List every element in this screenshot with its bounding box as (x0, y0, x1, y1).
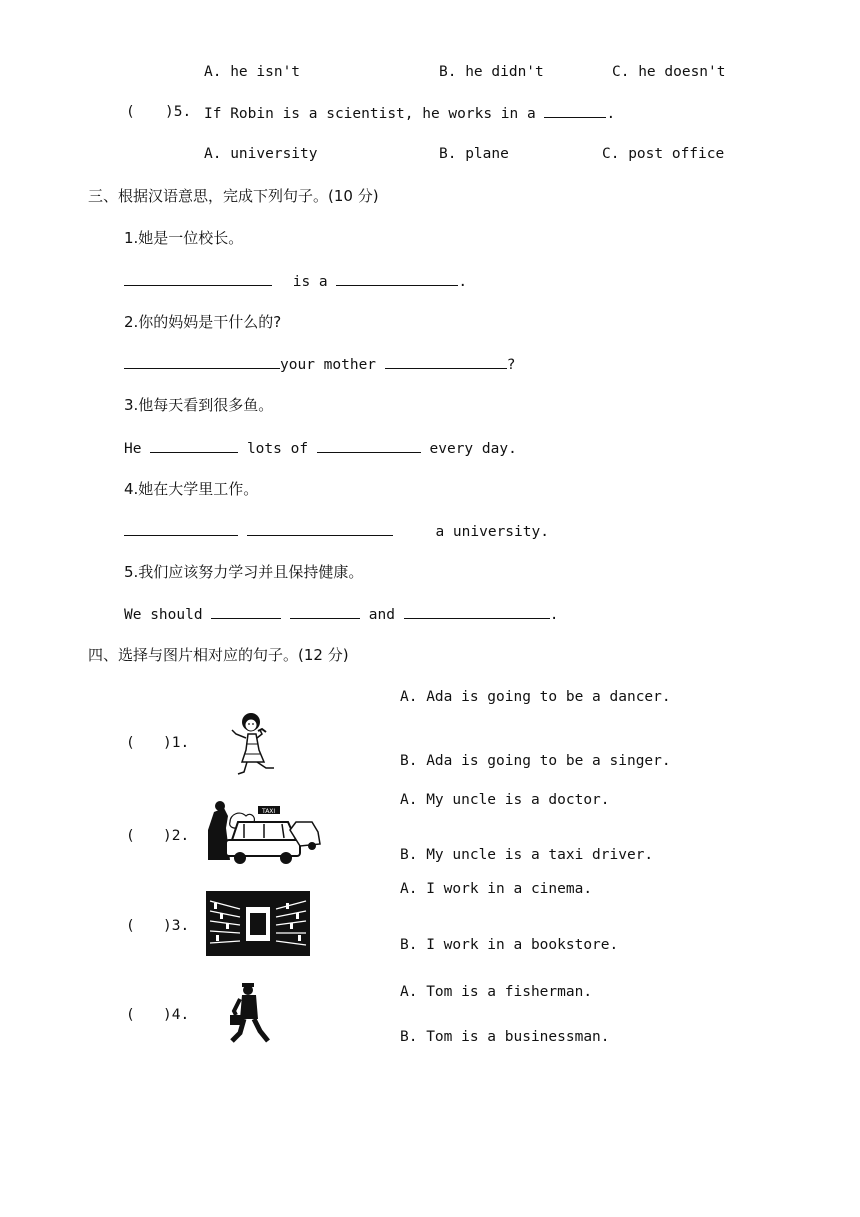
s3-item3-english (124, 438, 517, 458)
q5-option-b: B. plane (439, 146, 509, 162)
s4-item1-option-b: B. Ada is going to be a singer. (400, 753, 671, 769)
s3-item5-blank3[interactable] (404, 604, 550, 619)
s3-item2-chinese: 2.你的妈妈是干什么的? (124, 313, 282, 331)
s3-item5-text1: We should (124, 607, 203, 623)
q4-option-b: B. he didn't (439, 64, 544, 80)
s3-item2-text2: ? (506, 357, 516, 373)
s3-item2-english (124, 354, 516, 374)
s4-item2-option-a: A. My uncle is a doctor. (400, 792, 610, 808)
s3-item1-text2: . (458, 274, 468, 290)
q4-option-c: C. he doesn't (612, 64, 726, 80)
svg-text:TAXI: TAXI (262, 808, 276, 815)
s3-item2-text1: your mother (280, 357, 377, 373)
s4-item4-option-a: A. Tom is a fisherman. (400, 984, 593, 1000)
q5-text: If Robin is a scientist, he works in a (204, 106, 536, 122)
taxi-icon (204, 800, 322, 866)
s3-item4-text1: a university. (435, 524, 549, 540)
s4-item4-number: )4. (163, 1007, 190, 1023)
s4-item4-paren: ( (126, 1007, 135, 1023)
s3-item1-english (124, 271, 467, 291)
q4-option-a: A. he isn't (204, 64, 301, 80)
s3-item3-blank2[interactable] (317, 438, 421, 453)
s3-item5-blank2[interactable] (290, 604, 360, 619)
s3-item2-blank1[interactable] (124, 354, 280, 369)
singer-girl-icon (226, 710, 282, 776)
s3-item3-text1: He (124, 441, 142, 457)
s4-item1-number: )1. (163, 735, 190, 751)
s4-item1-option-a: A. Ada is going to be a dancer. (400, 689, 671, 705)
s4-item2-number: )2. (163, 828, 190, 844)
s3-item1-blank1[interactable] (124, 271, 272, 286)
s4-item2-option-b: B. My uncle is a taxi driver. (400, 847, 654, 863)
s3-item5-chinese: 5.我们应该努力学习并且保持健康。 (124, 563, 364, 581)
s3-item5-english (124, 604, 558, 624)
s4-item3-option-b: B. I work in a bookstore. (400, 937, 619, 953)
s4-item1-paren: ( (126, 735, 135, 751)
s3-item4-chinese: 4.她在大学里工作。 (124, 480, 259, 498)
q5-stem (204, 103, 615, 123)
businessman-icon (228, 977, 272, 1045)
s4-item3-number: )3. (163, 918, 190, 934)
q5-option-a: A. university (204, 146, 318, 162)
s3-item3-blank1[interactable] (150, 438, 238, 453)
bookstore-icon (206, 891, 310, 956)
s3-item4-blank2[interactable] (247, 521, 393, 536)
s3-item3-chinese: 3.他每天看到很多鱼。 (124, 396, 274, 414)
s4-item3-option-a: A. I work in a cinema. (400, 881, 593, 897)
s4-item2-paren: ( (126, 828, 135, 844)
section3-heading: 三、根据汉语意思，完成下列句子。(10 分) (88, 187, 379, 205)
q5-number: )5. (165, 104, 192, 120)
s3-item5-text3: . (549, 607, 559, 623)
s4-item4-option-b: B. Tom is a businessman. (400, 1029, 610, 1045)
s3-item1-text1: is a (292, 274, 328, 290)
q5-period: . (606, 106, 616, 122)
s3-item5-text2: and (368, 607, 395, 623)
s3-item2-blank2[interactable] (385, 354, 507, 369)
s3-item1-blank2[interactable] (336, 271, 458, 286)
s3-item4-english (124, 521, 549, 541)
q5-paren-open: ( (126, 104, 135, 120)
s4-item3-paren: ( (126, 918, 135, 934)
s3-item5-blank1[interactable] (211, 604, 281, 619)
q5-blank[interactable] (544, 103, 606, 118)
s3-item3-text2: lots of (246, 441, 309, 457)
s3-item4-blank1[interactable] (124, 521, 238, 536)
s3-item3-text3: every day. (429, 441, 517, 457)
q5-option-c: C. post office (602, 146, 725, 162)
s3-item1-chinese: 1.她是一位校长。 (124, 229, 244, 247)
section4-heading: 四、选择与图片相对应的句子。(12 分) (88, 646, 349, 664)
